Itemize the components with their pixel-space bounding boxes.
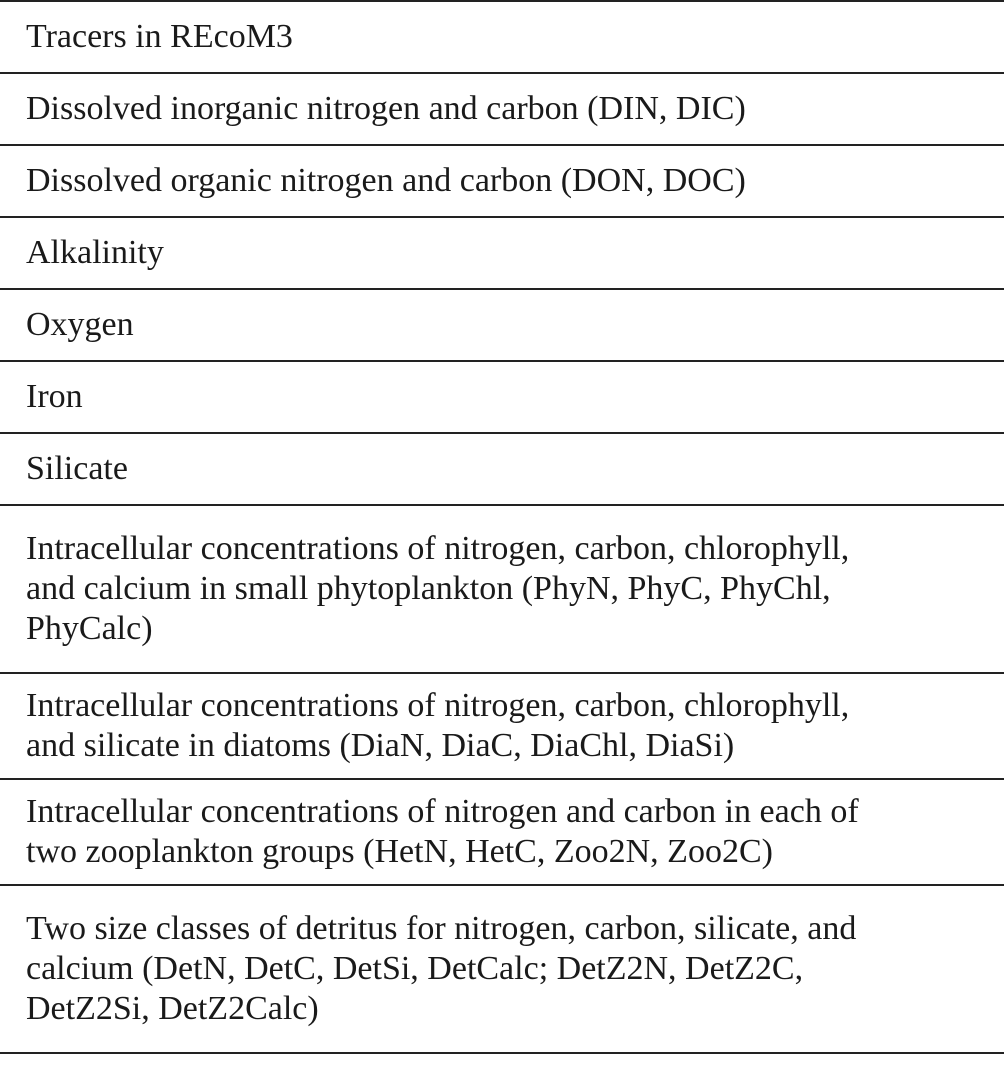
cell-line: Intracellular concentrations of nitrogen and carbon in each of xyxy=(26,793,859,830)
table-row xyxy=(0,779,1004,885)
table-cell xyxy=(0,505,1004,673)
table-row xyxy=(0,289,1004,361)
cell-line: and silicate in diatoms (DiaN, DiaC, DiaChl, DiaSi) xyxy=(26,727,735,764)
cell-line: calcium (DetN, DetC, DetSi, DetCalc; DetZ2N, DetZ2C, xyxy=(26,950,804,987)
cell-line: PhyCalc) xyxy=(26,610,153,647)
table-cell xyxy=(0,779,1004,885)
table-cell: Alkalinity xyxy=(0,217,1004,289)
table-cell: Oxygen xyxy=(0,289,1004,361)
table-row xyxy=(0,73,1004,145)
table-header-cell: Tracers in REcoM3 xyxy=(0,1,1004,73)
table-row xyxy=(0,145,1004,217)
table-header-row xyxy=(0,1,1004,73)
cell-line: DetZ2Si, DetZ2Calc) xyxy=(26,990,319,1027)
table-cell: Dissolved inorganic nitrogen and carbon (DIN, DIC) xyxy=(0,73,1004,145)
cell-line: Intracellular concentrations of nitrogen, carbon, chlorophyll, xyxy=(26,687,850,724)
table-cell xyxy=(0,673,1004,779)
table-row xyxy=(0,217,1004,289)
cell-line: two zooplankton groups (HetN, HetC, Zoo2N, Zoo2C) xyxy=(26,833,773,870)
cell-line: Two size classes of detritus for nitrogen, carbon, silicate, and xyxy=(26,910,857,947)
table-row xyxy=(0,673,1004,779)
table-row xyxy=(0,433,1004,505)
table-cell xyxy=(0,885,1004,1053)
cell-line: Intracellular concentrations of nitrogen, carbon, chlorophyll, xyxy=(26,530,850,567)
table-row xyxy=(0,885,1004,1053)
table-cell: Silicate xyxy=(0,433,1004,505)
table-row xyxy=(0,361,1004,433)
cell-line: and calcium in small phytoplankton (PhyN, PhyC, PhyChl, xyxy=(26,570,831,607)
table-cell: Iron xyxy=(0,361,1004,433)
table-cell: Dissolved organic nitrogen and carbon (DON, DOC) xyxy=(0,145,1004,217)
table-row xyxy=(0,505,1004,673)
